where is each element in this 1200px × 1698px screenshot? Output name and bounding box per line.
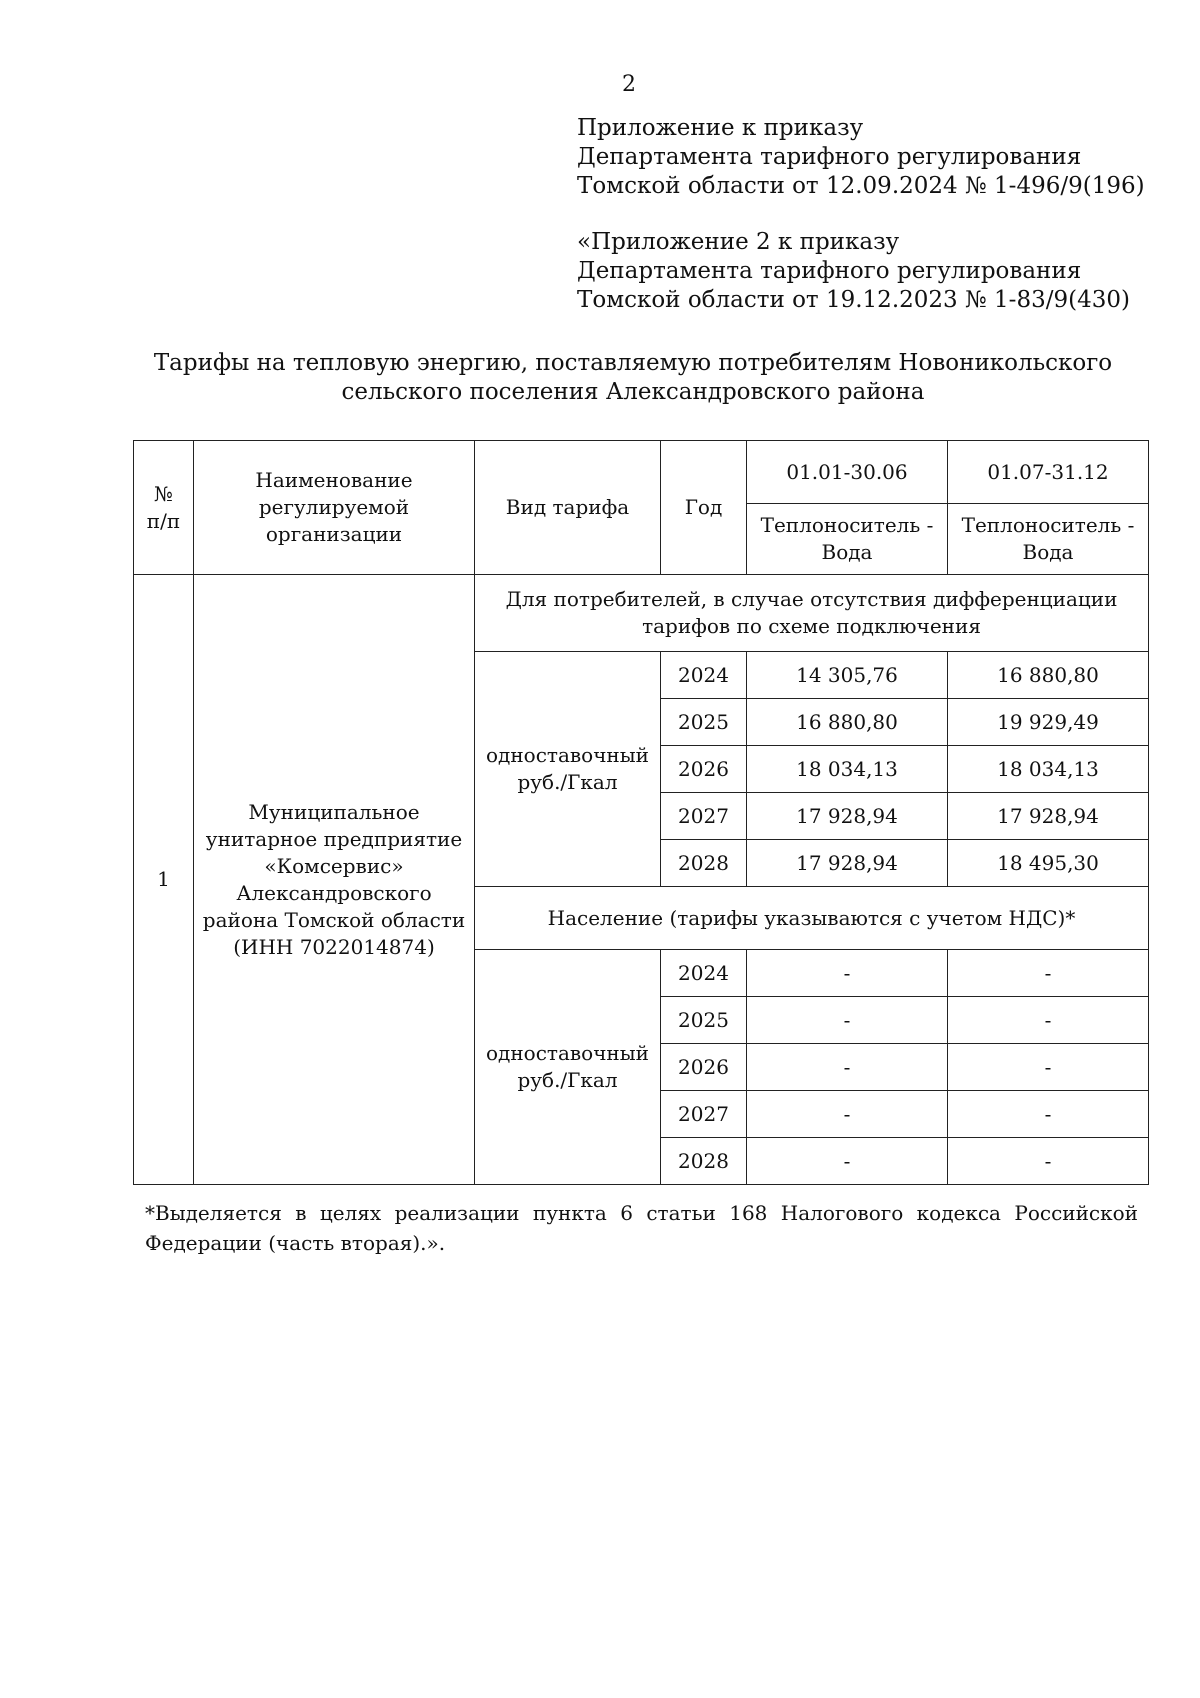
year-cell: 2027 [661, 1091, 747, 1138]
tariff-type-cell: одноставочный руб./Гкал [475, 652, 661, 887]
header-carrier-2: Теплоноситель - Вода [948, 504, 1149, 575]
section-row [134, 575, 1149, 652]
year-cell: 2025 [661, 699, 747, 746]
value-cell: - [948, 1091, 1149, 1138]
appendix-line: Департамента тарифного регулирования [577, 144, 1082, 170]
header-carrier-1: Теплоноситель - Вода [747, 504, 948, 575]
value-cell: 16 880,80 [747, 699, 948, 746]
appendix-line: Департамента тарифного регулирования [577, 258, 1082, 284]
appendix-line: Приложение к приказу [577, 115, 864, 141]
value-cell: - [948, 1138, 1149, 1185]
year-cell: 2025 [661, 997, 747, 1044]
year-cell: 2027 [661, 793, 747, 840]
value-cell: 18 034,13 [747, 746, 948, 793]
value-cell: 17 928,94 [747, 840, 948, 887]
value-cell: - [747, 997, 948, 1044]
table-header-row [134, 441, 1149, 504]
value-cell: 17 928,94 [948, 793, 1149, 840]
year-cell: 2024 [661, 652, 747, 699]
footnote: *Выделяется в целях реализации пункта 6 статьи 168 Налогового кодекса Российской Федерации (часть вторая).». [145, 1201, 1138, 1255]
header-number: № п/п [134, 441, 194, 575]
header-tariff-type: Вид тарифа [475, 441, 661, 575]
value-cell: - [747, 1091, 948, 1138]
year-cell: 2028 [661, 840, 747, 887]
section-title-consumers: Для потребителей, в случае отсутствия дифференциации тарифов по схеме подключения [475, 575, 1149, 652]
value-cell: - [948, 1044, 1149, 1091]
page-number: 2 [622, 72, 636, 97]
value-cell: - [747, 1044, 948, 1091]
appendix-line: Томской области от 12.09.2024 № 1-496/9(196) [577, 173, 1145, 199]
year-cell: 2026 [661, 746, 747, 793]
value-cell: 17 928,94 [747, 793, 948, 840]
year-cell: 2024 [661, 950, 747, 997]
value-cell: - [747, 950, 948, 997]
appendix-header-original [577, 228, 1130, 315]
appendix-header-current [577, 114, 1145, 201]
organization-name: Муниципальное унитарное предприятие «Комсервис» Александровского района Томской области (ИНН 7022014874) [194, 575, 475, 1185]
section-title-population: Население (тарифы указываются с учетом НДС)* [475, 887, 1149, 950]
value-cell: 18 034,13 [948, 746, 1149, 793]
value-cell: 16 880,80 [948, 652, 1149, 699]
value-cell: 19 929,49 [948, 699, 1149, 746]
year-cell: 2028 [661, 1138, 747, 1185]
title-line: Тарифы на тепловую энергию, поставляемую потребителям Новоникольского [153, 350, 1113, 376]
appendix-line: «Приложение 2 к приказу [577, 229, 900, 255]
header-organization: Наименование регулируемой организации [194, 441, 475, 575]
row-number: 1 [134, 575, 194, 1185]
title-line: сельского поселения Александровского района [341, 379, 925, 405]
header-period-2: 01.07-31.12 [948, 441, 1149, 504]
value-cell: - [948, 950, 1149, 997]
value-cell: - [948, 997, 1149, 1044]
tariff-table [133, 440, 1149, 1185]
header-year: Год [661, 441, 747, 575]
value-cell: - [747, 1138, 948, 1185]
year-cell: 2026 [661, 1044, 747, 1091]
appendix-line: Томской области от 19.12.2023 № 1-83/9(430) [577, 287, 1130, 313]
document-title [133, 349, 1133, 407]
value-cell: 18 495,30 [948, 840, 1149, 887]
header-period-1: 01.01-30.06 [747, 441, 948, 504]
tariff-type-cell: одноставочный руб./Гкал [475, 950, 661, 1185]
value-cell: 14 305,76 [747, 652, 948, 699]
